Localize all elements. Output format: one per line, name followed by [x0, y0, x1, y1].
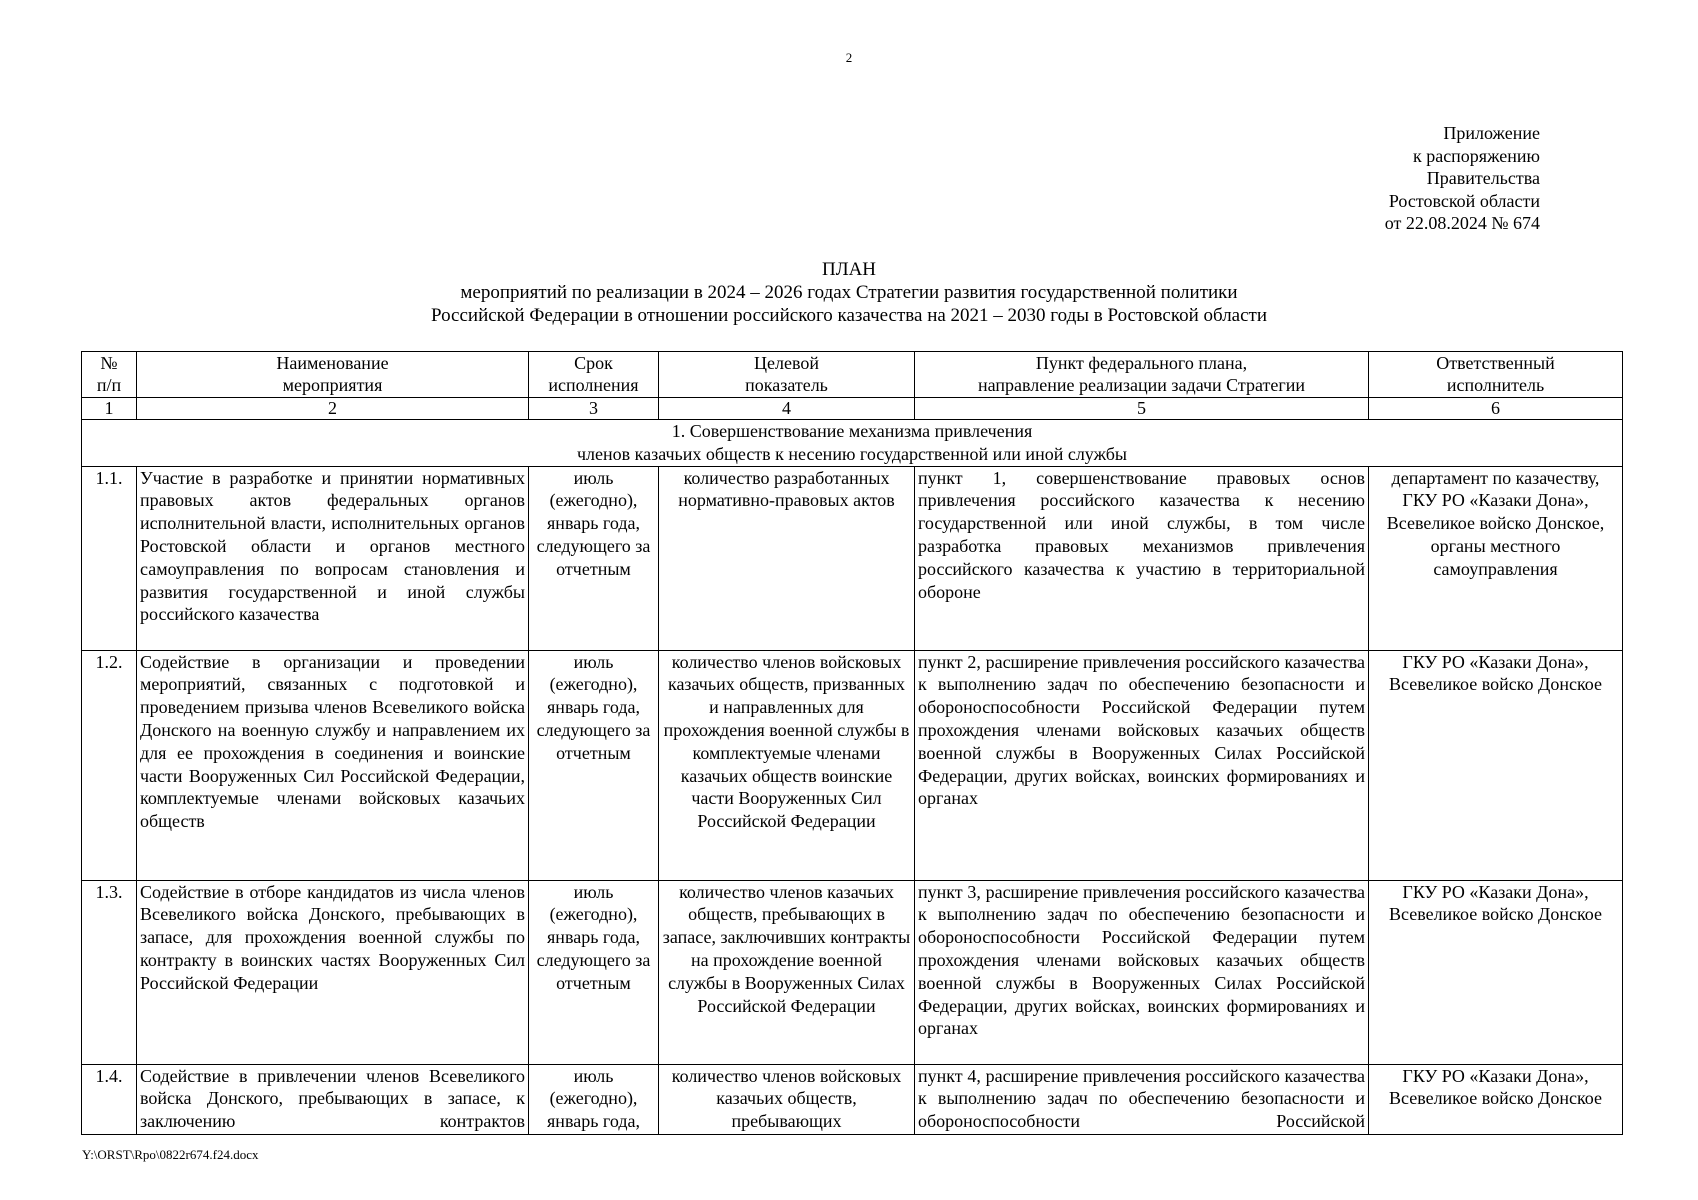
- row-name: Участие в разработке и принятии нормативных правовых актов федеральных органов исполнительной власти, исполнительных органов Ростовской области и органов местного самоуправления по вопросам становления и развития государственной и иной службы российского казачества: [137, 466, 529, 650]
- row-num: 1.2.: [82, 650, 137, 880]
- row-federal: пункт 4, расширение привлечения российского казачества к выполнению задач по обеспечению безопасности и обороноспособности Российской: [915, 1064, 1369, 1134]
- appendix-block: [1200, 122, 1540, 240]
- section-1-title: 1. Совершенствование механизма привлечения членов казачьих обществ к несению государственной или иной службы: [82, 420, 1623, 467]
- row-num: 1.1.: [82, 466, 137, 650]
- row-num: 1.4.: [82, 1064, 137, 1134]
- plan-subtitle-line-1: мероприятий по реализации в 2024 – 2026 годах Стратегии развития государственной политики: [460, 282, 1238, 303]
- row-term: июль (ежегодно), январь года, следующего за отчетным: [529, 466, 659, 650]
- column-number: 3: [529, 398, 659, 420]
- plan-heading: ПЛАН: [821, 259, 877, 280]
- table-row: [82, 466, 1623, 650]
- row-term: июль (ежегодно), январь года,: [529, 1064, 659, 1134]
- row-target: количество членов войсковых казачьих обществ, пребывающих: [659, 1064, 915, 1134]
- header-term: Срок исполнения: [529, 352, 659, 398]
- page-number: 2: [845, 50, 853, 65]
- row-term: июль (ежегодно), январь года, следующего за отчетным: [529, 650, 659, 880]
- table-row: [82, 650, 1623, 880]
- appendix-line-3: Правительства: [1426, 168, 1540, 188]
- table-row: [82, 880, 1623, 1064]
- header-name: Наименование мероприятия: [137, 352, 529, 398]
- row-responsible: департамент по казачеству, ГКУ РО «Казаки Дона», Всевеликое войско Донское, органы местного самоуправления: [1369, 466, 1623, 650]
- row-term: июль (ежегодно), январь года, следующего за отчетным: [529, 880, 659, 1064]
- section-header-row: [82, 420, 1623, 467]
- appendix-line-1: Приложение: [1443, 123, 1540, 143]
- row-num: 1.3.: [82, 880, 137, 1064]
- header-num: № п/п: [82, 352, 137, 398]
- row-target: количество членов казачьих обществ, пребывающих в запасе, заключивших контракты на прохождение военной службы в Вооруженных Силах Российской Федерации: [659, 880, 915, 1064]
- appendix-line-5: от 22.08.2024 № 674: [1384, 213, 1540, 233]
- header-target: Целевой показатель: [659, 352, 915, 398]
- row-responsible: ГКУ РО «Казаки Дона», Всевеликое войско Донское: [1369, 1064, 1623, 1134]
- plan-title: [0, 258, 1698, 327]
- column-number: 5: [915, 398, 1369, 420]
- file-path-footer: Y:\ORST\Rpo\0822r674.f24.docx: [82, 1147, 259, 1162]
- row-responsible: ГКУ РО «Казаки Дона», Всевеликое войско Донское: [1369, 880, 1623, 1064]
- row-name: Содействие в организации и проведении мероприятий, связанных с подготовкой и проведением призыва членов Всевеликого войска Донского на военную службу и направлением их для ее прохождения в соединения и воинские части Вооруженных Сил Российской Федерации, комплектуемые членами войсковых казачьих обществ: [137, 650, 529, 880]
- table-row: [82, 1064, 1623, 1134]
- row-federal: пункт 2, расширение привлечения российского казачества к выполнению задач по обеспечению безопасности и обороноспособности Российской Федерации путем прохождения членами войсковых казачьих обществ военной службы в Вооруженных Силах Российской Федерации, других войсках, воинских формированиях и органах: [915, 650, 1369, 880]
- row-name: Содействие в отборе кандидатов из числа членов Всевеликого войска Донского, пребывающих в запасе, для прохождения военной службы по контракту в воинских частях Вооруженных Сил Российской Федерации: [137, 880, 529, 1064]
- row-target: количество разработанных нормативно-правовых актов: [659, 466, 915, 650]
- column-number: 1: [82, 398, 137, 420]
- column-number-row: [82, 398, 1623, 420]
- table-header-row: [82, 352, 1623, 398]
- header-federal: Пункт федерального плана, направление реализации задачи Стратегии: [915, 352, 1369, 398]
- row-target: количество членов войсковых казачьих обществ, призванных и направленных для прохождения военной службы в комплектуемые членами казачьих обществ воинские части Вооруженных Сил Российской Федерации: [659, 650, 915, 880]
- row-name: Содействие в привлечении членов Всевеликого войска Донского, пребывающих в запасе, к заключению контрактов: [137, 1064, 529, 1134]
- row-federal: пункт 3, расширение привлечения российского казачества к выполнению задач по обеспечению безопасности и обороноспособности Российской Федерации путем прохождения членами войсковых казачьих обществ военной службы в Вооруженных Силах Российской Федерации, других войсках, воинских формированиях и органах: [915, 880, 1369, 1064]
- appendix-line-2: к распоряжению: [1412, 145, 1540, 166]
- column-number: 4: [659, 398, 915, 420]
- row-federal: пункт 1, совершенствование правовых основ привлечения российского казачества к несению государственной или иной службы, в том числе разработка правовых механизмов привлечения российского казачества к участию в территориальной обороне: [915, 466, 1369, 650]
- column-number: 6: [1369, 398, 1623, 420]
- plan-subtitle-line-2: Российской Федерации в отношении российского казачества на 2021 – 2030 годы в Ростовской области: [430, 305, 1268, 326]
- header-responsible: Ответственный исполнитель: [1369, 352, 1623, 398]
- appendix-line-4: Ростовской области: [1388, 190, 1540, 211]
- column-number: 2: [137, 398, 529, 420]
- plan-table: [81, 351, 1623, 1135]
- row-responsible: ГКУ РО «Казаки Дона», Всевеликое войско Донское: [1369, 650, 1623, 880]
